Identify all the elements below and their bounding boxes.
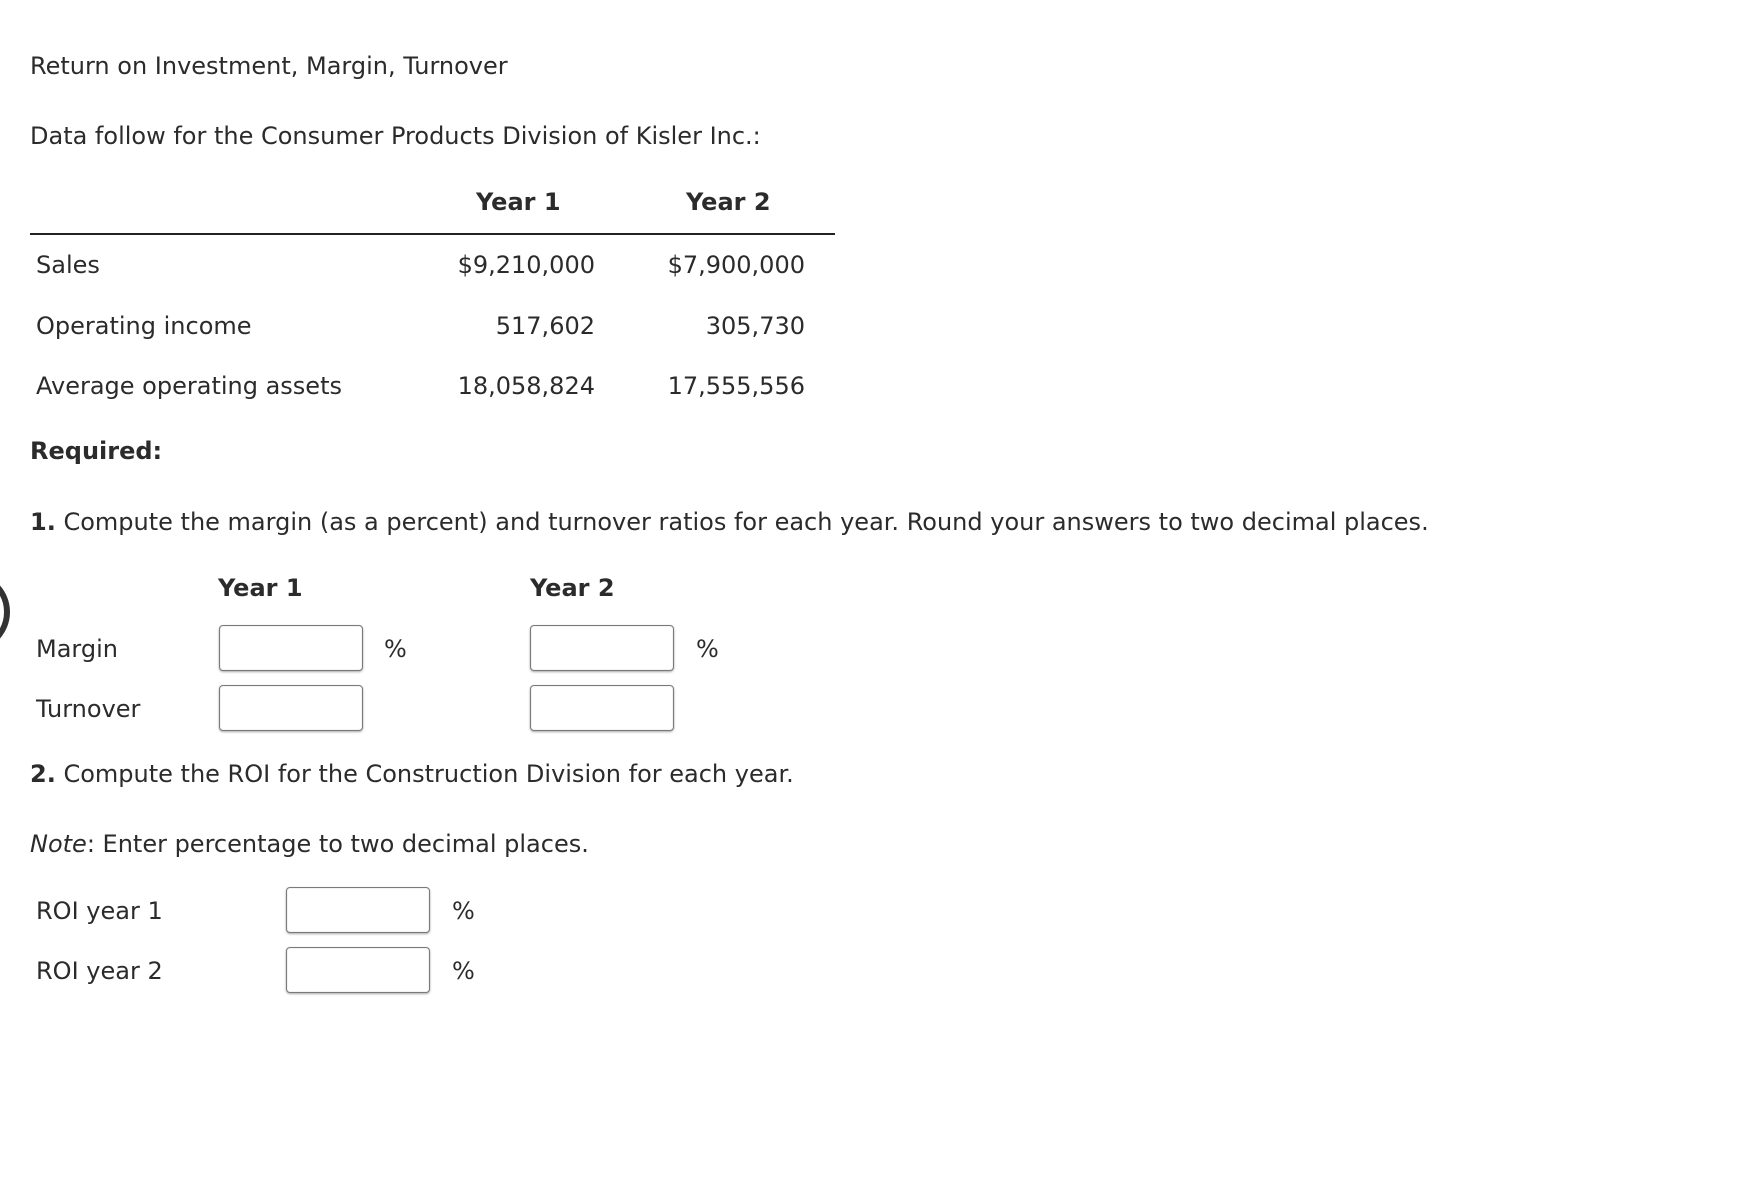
question1-text: Compute the margin (as a percent) and turnover ratios for each year. Round your answers to two decimal places.: [63, 508, 1429, 536]
edge-circle-decoration: [0, 572, 10, 652]
question2-note: [30, 832, 589, 856]
page-title: Return on Investment, Margin, Turnover: [30, 52, 508, 80]
roi-year2-label: ROI year 2: [36, 957, 163, 985]
question2-number: 2.: [30, 760, 56, 788]
table-cell-average-operating-assets-year2: 17,555,556: [667, 372, 805, 400]
intro-text: Data follow for the Consumer Products Division of Kisler Inc.:: [30, 122, 761, 150]
q1-header-year2: Year 2: [530, 574, 615, 602]
turnover-year2-input[interactable]: [530, 685, 674, 731]
question2-text: Compute the ROI for the Construction Division for each year.: [63, 760, 794, 788]
table-cell-sales-year1: $9,210,000: [457, 251, 595, 279]
note-label: Note: [30, 830, 87, 858]
roi-year2-input[interactable]: [286, 947, 430, 993]
table-row-label-average-operating-assets: Average operating assets: [36, 372, 342, 400]
margin-year1-percent-unit: %: [384, 635, 407, 663]
turnover-label: Turnover: [36, 695, 141, 723]
note-text: : Enter percentage to two decimal places.: [86, 830, 589, 858]
margin-year1-input[interactable]: [219, 625, 363, 671]
table-cell-average-operating-assets-year1: 18,058,824: [457, 372, 595, 400]
roi-year1-percent-unit: %: [452, 897, 475, 925]
table-header-year2: Year 2: [686, 188, 771, 216]
table-header-divider: [30, 233, 835, 235]
roi-year1-input[interactable]: [286, 887, 430, 933]
roi-year1-label: ROI year 1: [36, 897, 163, 925]
table-header-year1: Year 1: [476, 188, 561, 216]
question1-instruction: [30, 510, 1429, 534]
table-cell-sales-year2: $7,900,000: [667, 251, 805, 279]
table-cell-operating-income-year2: 305,730: [705, 312, 805, 340]
question1-number: 1.: [30, 508, 56, 536]
table-cell-operating-income-year1: 517,602: [495, 312, 595, 340]
table-row-label-operating-income: Operating income: [36, 312, 252, 340]
turnover-year1-input[interactable]: [219, 685, 363, 731]
table-row-label-sales: Sales: [36, 251, 100, 279]
roi-year2-percent-unit: %: [452, 957, 475, 985]
question2-instruction: [30, 762, 794, 786]
margin-label: Margin: [36, 635, 118, 663]
required-heading: Required:: [30, 437, 163, 465]
margin-year2-percent-unit: %: [696, 635, 719, 663]
margin-year2-input[interactable]: [530, 625, 674, 671]
q1-header-year1: Year 1: [218, 574, 303, 602]
